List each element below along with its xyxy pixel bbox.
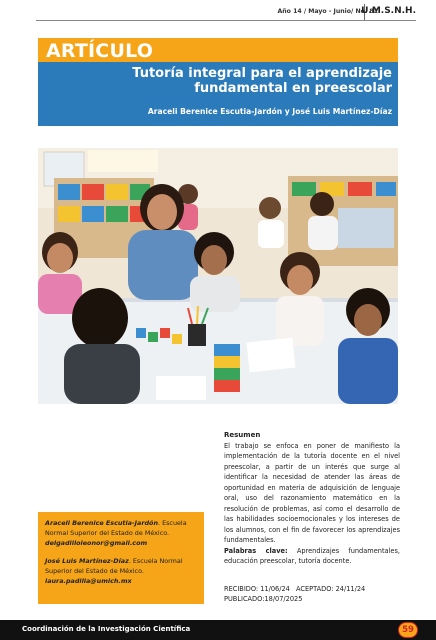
journal-name: U.M.S.N.H. (361, 6, 416, 16)
published-date: PUBLICADO:18/07/2025 (224, 595, 303, 604)
author-2-email[interactable]: laura.padilla@umich.mx (45, 576, 132, 585)
article-banner (38, 38, 398, 126)
author-2-name: José Luis Martínez-Díaz (45, 557, 129, 566)
article-title-line-2: fundamental en preescolar (194, 81, 392, 96)
author-affiliations (38, 512, 204, 604)
issue-info: Año 14 / Mayo - Junio/ No. 81 (277, 8, 378, 15)
keywords (224, 546, 400, 567)
received-date: RECIBIDO: 11/06/24 (224, 585, 290, 593)
section-label: ARTÍCULO (46, 40, 154, 62)
article-title-line-1: Tutoría integral para el aprendizaje (132, 66, 392, 81)
classroom-illustration (38, 148, 398, 404)
page-number: 59 (398, 622, 418, 638)
author-1-email[interactable]: delgadilloleonor@gmail.com (45, 538, 148, 547)
author-1-institution: . Escuela Normal Superior del Estado de México. (45, 519, 187, 537)
title-box (38, 62, 398, 126)
accepted-date: ACEPTADO: 24/11/24 (295, 585, 366, 593)
classroom-photo (38, 148, 398, 404)
header-rule (36, 20, 416, 21)
article-authors: Araceli Berenice Escutia-Jardón y José Luis Martínez-Díaz (147, 107, 392, 116)
page-footer (0, 620, 436, 640)
abstract-heading: Resumen (224, 431, 261, 439)
author-1-name: Araceli Berenice Escutia-Jardón (45, 519, 158, 527)
abstract (224, 430, 400, 567)
publication-dates (224, 584, 404, 604)
footer-text: Coordinación de la Investigación Científica (22, 625, 191, 633)
abstract-body: El trabajo se enfoca en poner de manifiesto la implementación de la tutoría docente en el nivel preescolar, a partir de un interés que surge al identificar la necesidad de atender las áreas de oportunidad en materia de adquisición de lenguaje oral, uso del razonamiento matemático en la resolución de problemas, así como el desarrollo de las habilidades socioemocionales y los intereses de los alumnos, con el fin de favorecer los aprendizajes fundamentales. (224, 441, 400, 544)
keywords-label: Palabras clave: (224, 546, 288, 555)
keywords-text: Aprendizajes fundamentales, educación preescolar, tutoría docente. (224, 546, 400, 565)
author-2-institution: . Escuela Normal Superior del Estado de México. (45, 557, 183, 576)
